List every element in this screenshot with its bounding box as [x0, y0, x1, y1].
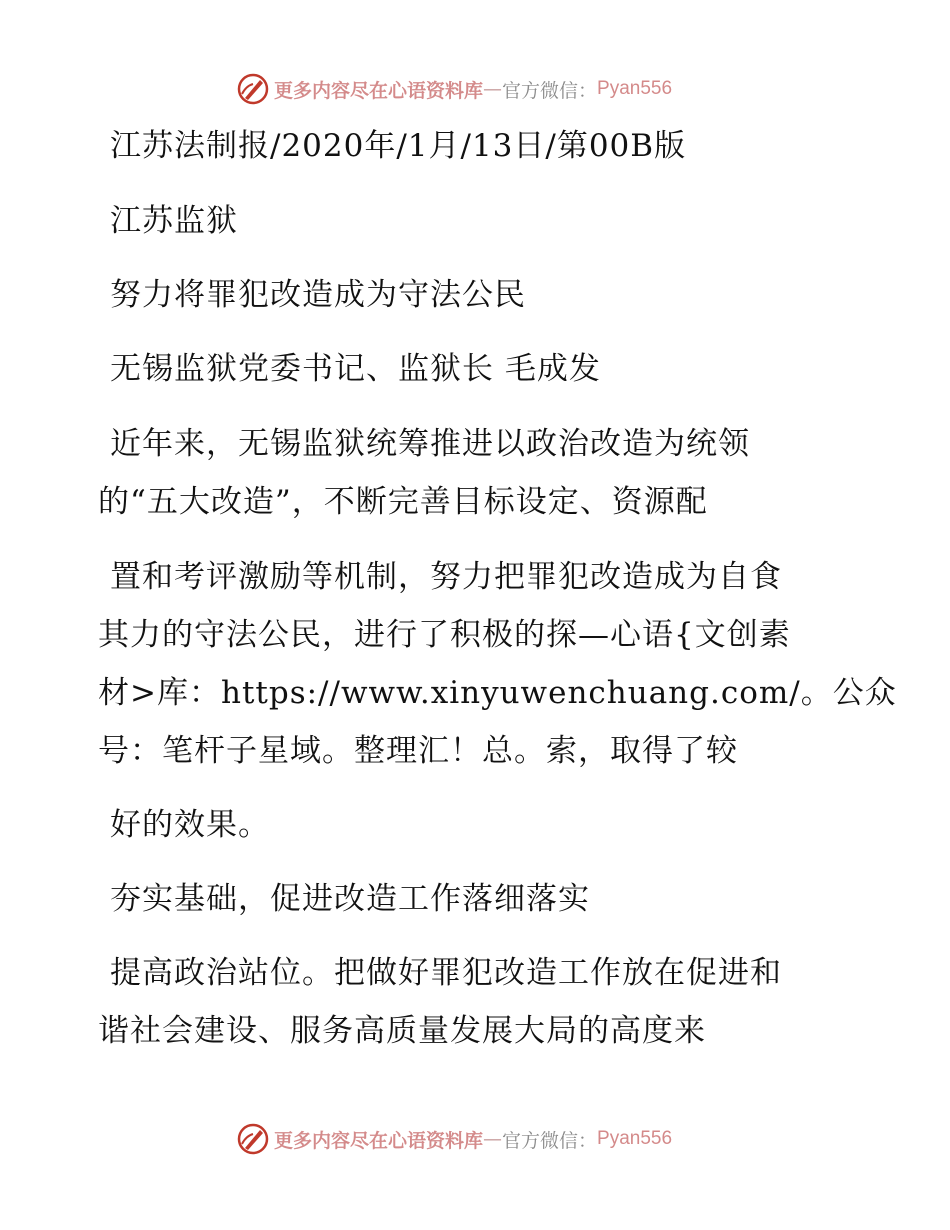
doc-section-label: 江苏监狱 [110, 203, 238, 239]
watermark-wechat-id: Pyan556 [597, 78, 673, 99]
watermark-wechat-id: Pyan556 [597, 1128, 673, 1149]
quill-logo-icon [236, 72, 270, 106]
doc-subheading: 夯实基础，促进改造工作落细落实 [110, 881, 590, 917]
quill-logo-icon [236, 1122, 270, 1156]
doc-paragraph-line: 近年来，无锡监狱统筹推进以政治改造为统领 [110, 426, 750, 462]
watermark-official-label: 官方微信： [502, 1129, 598, 1152]
watermark-site-text: 更多内容尽在心语资料库 [274, 79, 484, 102]
watermark-bottom [236, 1122, 672, 1156]
watermark-top [236, 72, 672, 106]
doc-paragraph-line: 谐社会建设、服务高质量发展大局的高度来 [98, 1013, 706, 1049]
watermark-site-text: 更多内容尽在心语资料库 [274, 1129, 484, 1152]
doc-paragraph-line: 材>库：https://www.xinyuwenchuang.com/。公众 [98, 675, 897, 711]
doc-paragraph-line: 置和考评激励等机制，努力把罪犯改造成为自食 [110, 559, 782, 595]
doc-paragraph-line: 号：笔杆子星域。整理汇！总。索，取得了较 [98, 733, 738, 769]
watermark-separator: — [483, 1128, 503, 1150]
doc-paragraph-line: 的“五大改造”，不断完善目标设定、资源配 [98, 484, 708, 520]
watermark-separator: — [483, 78, 503, 100]
doc-source-line: 江苏法制报/2020年/1月/13日/第00B版 [110, 128, 687, 164]
doc-paragraph-line: 提高政治站位。把做好罪犯改造工作放在促进和 [110, 955, 782, 991]
doc-title: 努力将罪犯改造成为守法公民 [110, 277, 526, 313]
doc-paragraph-line: 其力的守法公民，进行了积极的探—心语{文创素 [98, 617, 791, 653]
doc-paragraph-line: 好的效果。 [110, 807, 270, 843]
watermark-official-label: 官方微信： [502, 79, 598, 102]
doc-author: 无锡监狱党委书记、监狱长 毛成发 [110, 351, 601, 387]
